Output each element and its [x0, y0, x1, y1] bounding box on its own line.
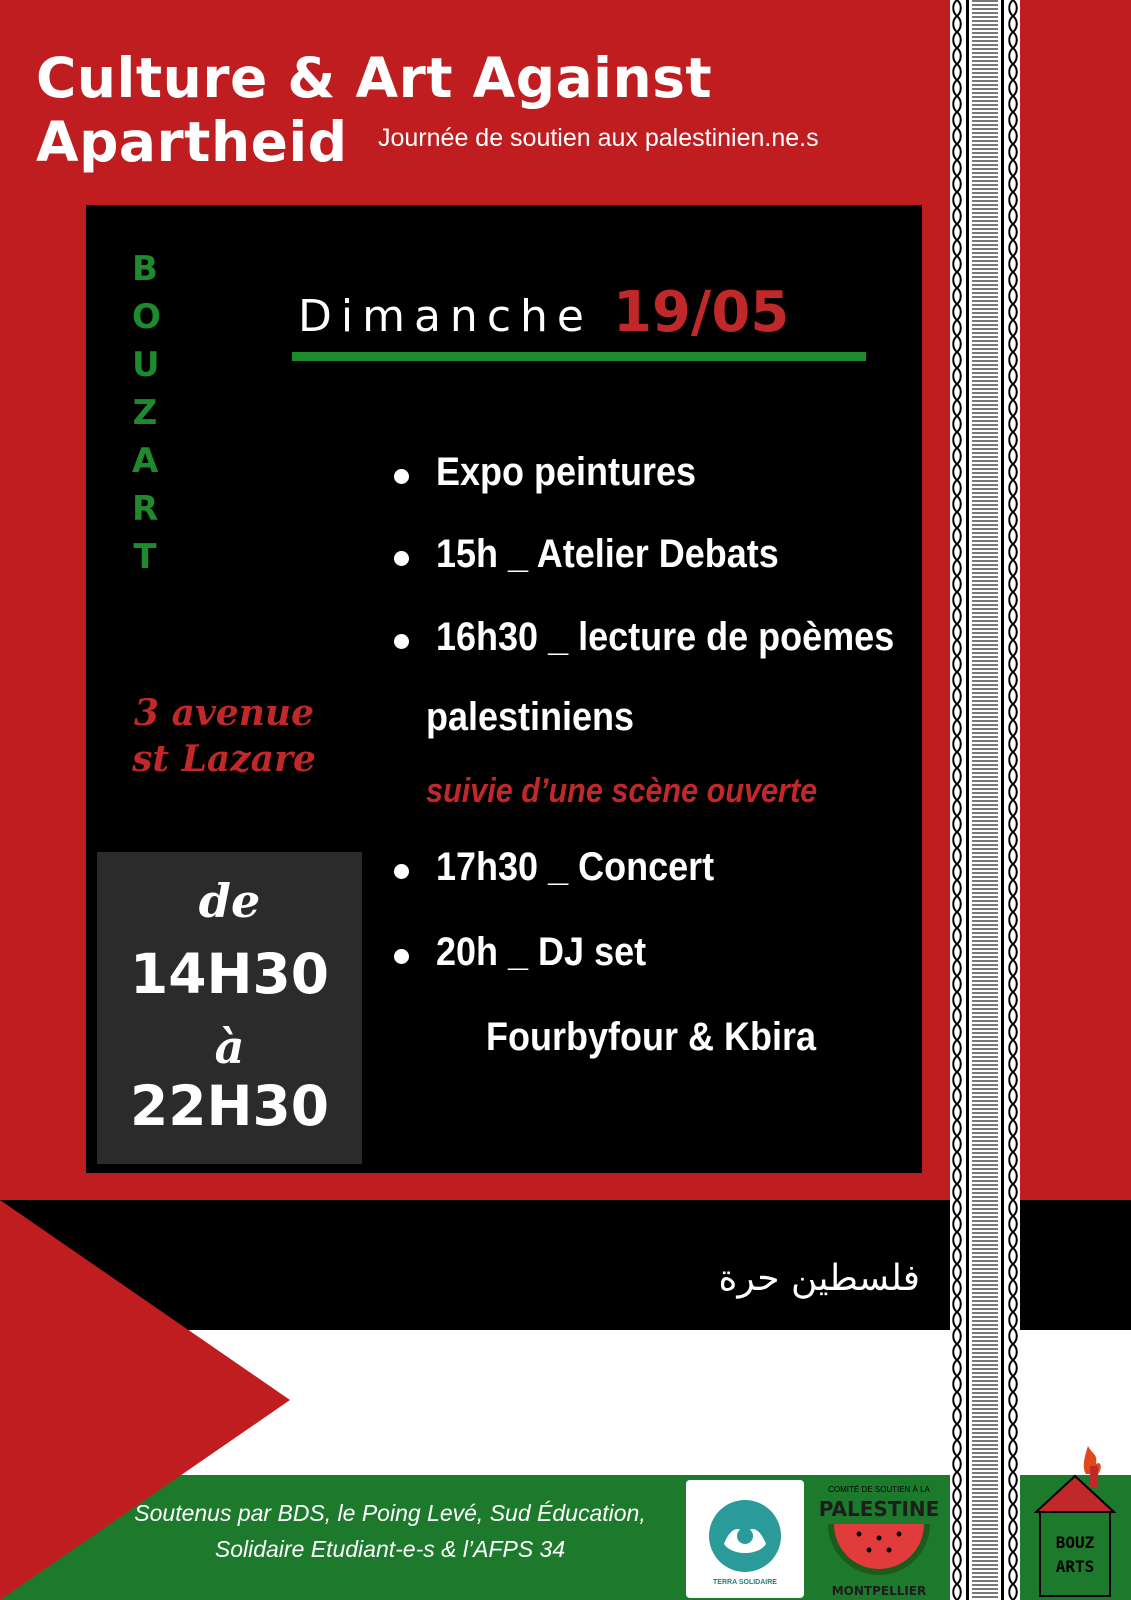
- opening-hours-box: [97, 852, 362, 1164]
- program-item-text: Expo peintures: [436, 450, 697, 494]
- venue-letter: A: [132, 441, 159, 481]
- program-item-text: 15h _ Atelier Debats: [436, 532, 779, 576]
- comite-palestine-logo: [814, 1478, 944, 1600]
- comite-logo-top: COMITÉ DE SOUTIEN À LA: [828, 1485, 930, 1494]
- bouz-logo-line-1: BOUZ: [1055, 1533, 1095, 1552]
- bouz-logo-line-2: ARTS: [1055, 1557, 1095, 1576]
- poster-title: Culture & Art Against Apartheid: [36, 46, 713, 174]
- venue-address: [104, 690, 344, 782]
- venue-letter: R: [132, 489, 159, 529]
- address-line-2: st Lazare: [132, 738, 316, 780]
- watermelon-icon: [814, 1478, 944, 1600]
- event-date: [298, 280, 868, 345]
- bullet-icon: [394, 469, 409, 484]
- event-panel: [86, 205, 922, 1173]
- hours-from-label: de: [198, 874, 261, 928]
- sponsors-text: [100, 1495, 680, 1567]
- hours-start: 14H30: [129, 942, 330, 1006]
- program-item-text: 20h _ DJ set: [436, 930, 647, 974]
- terra-logo-text: TERRA SOLIDAIRE: [713, 1579, 777, 1586]
- dj-names: Fourbyfour & Kbira: [486, 1015, 817, 1059]
- terra-solidaire-icon: [686, 1480, 804, 1598]
- hours-end: 22H30: [129, 1074, 330, 1138]
- address-line-1: 3 avenue: [134, 692, 314, 734]
- arabic-slogan: فلسطين حرة: [718, 1258, 920, 1299]
- event-day: Dimanche: [298, 291, 593, 342]
- date-divider: [292, 352, 866, 361]
- hours-to-label: à: [214, 1020, 245, 1074]
- bullet-icon: [394, 949, 409, 964]
- venue-letter: O: [132, 297, 161, 337]
- bullet-icon: [394, 864, 409, 879]
- keffiyeh-stripe: [950, 0, 1020, 1600]
- program-item-continuation: palestiniens: [426, 695, 635, 739]
- venue-letter: U: [132, 345, 160, 385]
- bullet-icon: [394, 551, 409, 566]
- program-note: suivie d’une scène ouverte: [426, 772, 818, 810]
- venue-letter: B: [132, 249, 158, 289]
- venue-letter: T: [133, 537, 157, 577]
- poster-subtitle: Journée de soutien aux palestinien.ne.s: [378, 124, 819, 152]
- house-icon: [1034, 1440, 1116, 1600]
- sponsors-line-1: Soutenus par BDS, le Poing Levé, Sud Éducation,: [134, 1500, 646, 1526]
- program-item-text: 16h30 _ lecture de poèmes: [436, 615, 895, 659]
- bouz-arts-logo: [1034, 1440, 1116, 1600]
- comite-logo-main: PALESTINE: [818, 1497, 940, 1521]
- sponsors-line-2: Solidaire Etudiant-e-s & l’AFPS 34: [214, 1536, 566, 1562]
- terra-solidaire-logo: [686, 1480, 804, 1598]
- bullet-icon: [394, 634, 409, 649]
- venue-letter: Z: [132, 393, 158, 433]
- event-date-value: 19/05: [612, 280, 790, 345]
- program-item-text: 17h30 _ Concert: [436, 845, 715, 889]
- comite-logo-city: MONTPELLIER: [831, 1584, 927, 1598]
- venue-name-vertical: [132, 245, 161, 581]
